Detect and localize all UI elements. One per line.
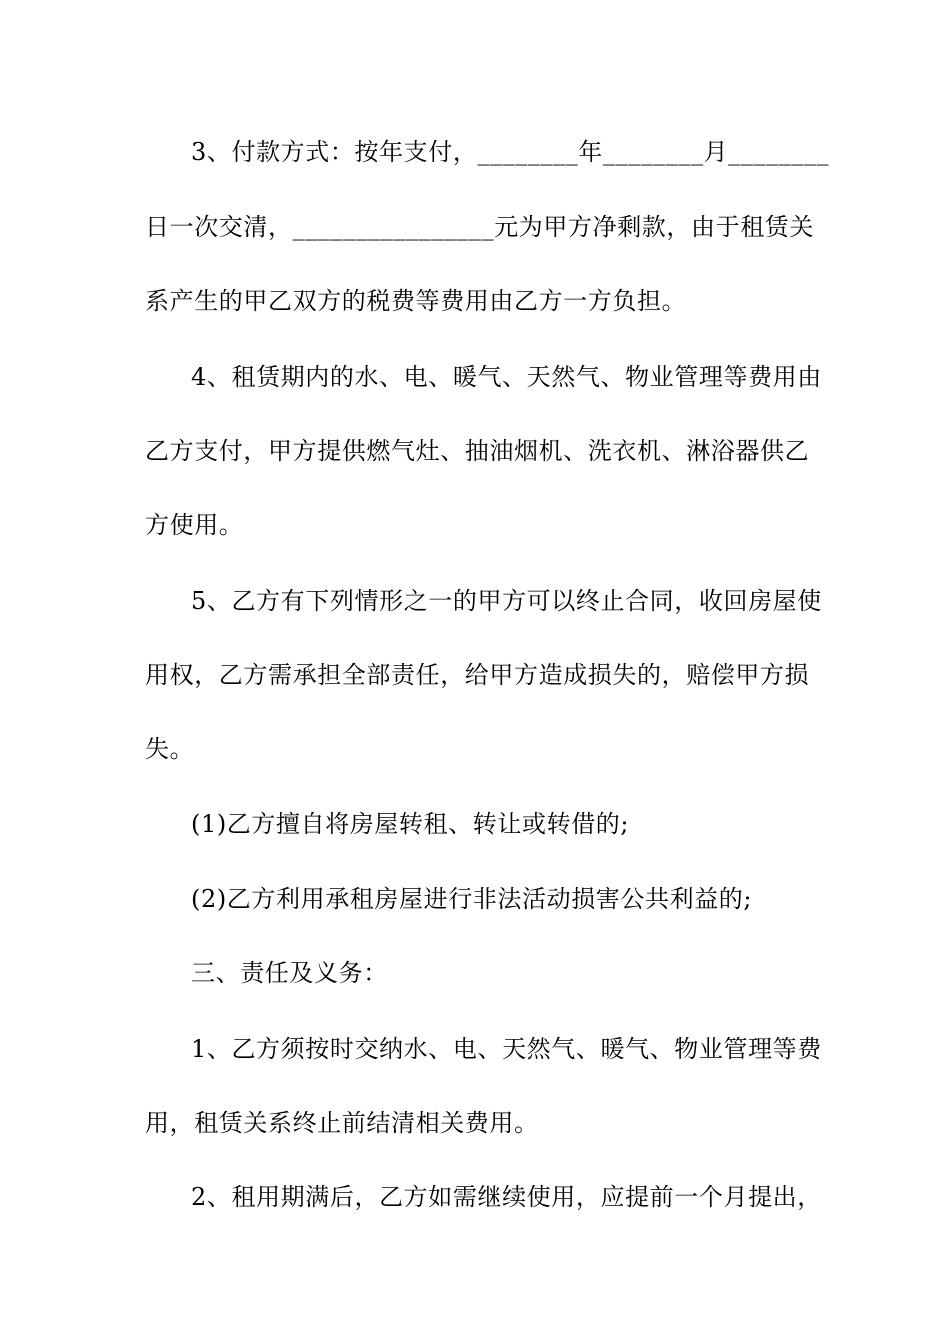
payment-method-line-3: 系产生的甲乙双方的税费等费用由乙方一方负担。	[145, 287, 687, 315]
utilities-clause-line-3: 方使用。	[145, 511, 244, 539]
utilities-clause-line-1: 4、租赁期内的水、电、暖气、天然气、物业管理等费用由	[191, 363, 822, 391]
section-heading-responsibilities: 三、责任及义务：	[191, 959, 388, 987]
termination-item-2: (2)乙方利用承租房屋进行非法活动损害公共利益的;	[191, 885, 753, 913]
responsibility-1-line-2: 用，租赁关系终止前结清相关费用。	[145, 1109, 539, 1137]
payment-method-line-2: 日一次交清，________________元为甲方净剩款，由于租赁关	[145, 213, 814, 241]
termination-clause-line-2: 用权，乙方需承担全部责任，给甲方造成损失的，赔偿甲方损	[145, 661, 810, 689]
responsibility-2-line-1: 2、租用期满后，乙方如需继续使用，应提前一个月提出，	[191, 1183, 822, 1211]
utilities-clause-line-2: 乙方支付，甲方提供燃气灶、抽油烟机、洗衣机、淋浴器供乙	[145, 437, 810, 465]
termination-clause-line-1: 5、乙方有下列情形之一的甲方可以终止合同，收回房屋使	[191, 587, 822, 615]
termination-item-1: (1)乙方擅自将房屋转租、转让或转借的;	[191, 810, 630, 838]
termination-clause-line-3: 失。	[145, 735, 195, 763]
responsibility-1-line-1: 1、乙方须按时交纳水、电、天然气、暖气、物业管理等费	[191, 1035, 822, 1063]
payment-method-line-1: 3、付款方式：按年支付，________年________月________	[191, 138, 830, 166]
